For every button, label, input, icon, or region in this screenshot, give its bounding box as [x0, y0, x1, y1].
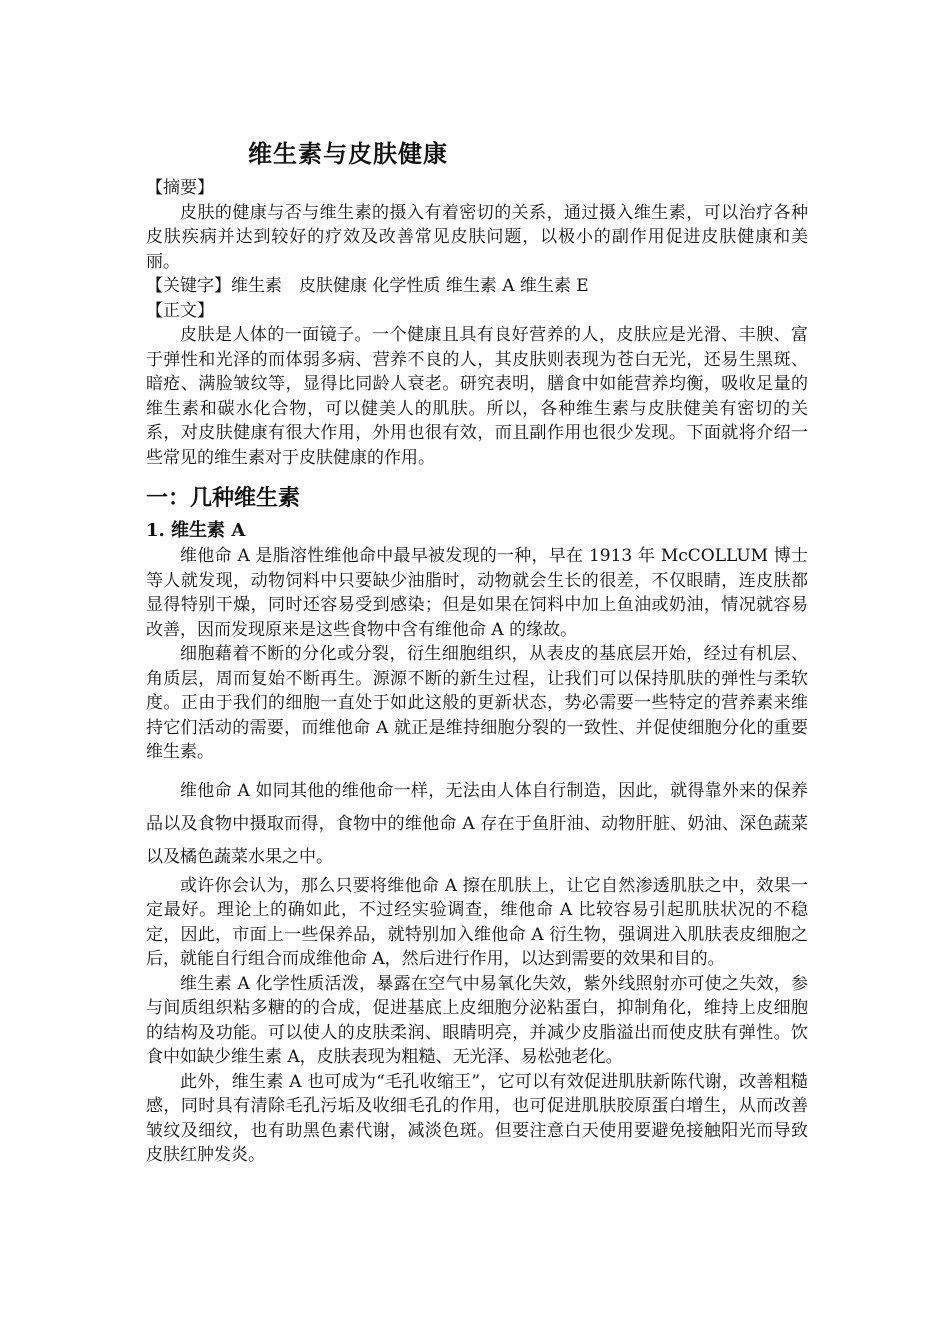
keywords-text: 维生素 皮肤健康 化学性质 维生素 A 维生素 E	[231, 276, 589, 296]
body-paragraph: 细胞藉着不断的分化或分裂，衍生细胞组织，从表皮的基底层开始，经过有机层、角质层，周而复始不断再生。源源不断的新生过程，让我们可以保持肌肤的弹性与柔软度。正由于我们的细胞一直处于如此这般的更新状态，势必需要一些特定的营养素来维持它们活动的需要，而维他命 A 就正是维持细胞分裂的一致性、并促使细胞分化的重要维生素。	[146, 644, 808, 762]
body-paragraph: 维生素 A 化学性质活泼，暴露在空气中易氧化失效，紫外线照射亦可使之失效，参与间质组织粘多糖的的合成，促进基底上皮细胞分泌粘蛋白，抑制角化，维持上皮细胞的结构及功能。可以使人的皮肤柔润、眼睛明亮，并减少皮脂溢出而使皮肤有弹性。饮食中如缺少维生素 A，皮肤表现为粗糙、无光泽、易松弛老化。	[146, 973, 808, 1067]
body-label: 【正文】	[146, 300, 214, 321]
keywords-label: 【关键字】	[146, 276, 231, 296]
subsection-heading: 1. 维生素 A	[146, 520, 246, 541]
body-paragraph: 维他命 A 是脂溶性维他命中最早被发现的一种，早在 1913 年 McCOLLUM 博士等人就发现，动物饲料中只要缺少油脂时，动物就会生长的很差，不仅眼睛，连皮肤都显得特别干燥，同时还容易受到感染；但是如果在饲料中加上鱼油或奶油，情况就容易改善，因而发现原来是这些食物中含有维他命 A 的缘故。	[146, 546, 808, 640]
body-paragraph: 此外，维生素 A 也可成为“毛孔收缩王”，它可以有效促进肌肤新陈代谢，改善粗糙感，同时具有清除毛孔污垢及收细毛孔的作用，也可促进肌肤胶原蛋白增生，从而改善皱纹及细纹，也有助黑色素代谢，减淡色斑。但要注意白天使用要避免接触阳光而导致皮肤红肿发炎。	[146, 1071, 808, 1165]
body-paragraph: 维他命 A 如同其他的维他命一样，无法由人体自行制造，因此，就得靠外来的保养品以及食物中摄取而得，食物中的维他命 A 存在于鱼肝油、动物肝脏、奶油、深色蔬菜以及橘色蔬菜水果之中。	[146, 780, 808, 867]
abstract-paragraph: 皮肤的健康与否与维生素的摄入有着密切的关系，通过摄入维生素，可以治疗各种皮肤疾病并达到较好的疗效及改善常见皮肤问题，以极小的副作用促进皮肤健康和美丽。	[146, 202, 808, 272]
body-paragraph: 或许你会认为，那么只要将维他命 A 擦在肌肤上，让它自然渗透肌肤之中，效果一定最好。理论上的确如此，不过经实验调查，维他命 A 比较容易引起肌肤状况的不稳定，因此，市面上一些保养品，就特别加入维他命 A 衍生物，强调进入肌肤表皮细胞之后，就能自行组合而成维他命 A，然后进行作用，以达到需要的效果和目的。	[146, 875, 808, 969]
keywords-line	[146, 274, 808, 299]
abstract-label: 【摘要】	[146, 178, 214, 198]
document-title: 维生素与皮肤健康	[248, 140, 448, 168]
section-heading: 一：几种维生素	[146, 486, 301, 511]
document-page	[146, 136, 808, 1168]
intro-paragraph: 皮肤是人体的一面镜子。一个健康且具有良好营养的人，皮肤应是光滑、丰腴、富于弹性和光泽的而体弱多病、营养不良的人，其皮肤则表现为苍白无光，还易生黑斑、暗疮、满脸皱纹等，显得比同龄人衰老。研究表明，膳食中如能营养均衡，吸收足量的维生素和碳水化合物，可以健美人的肌肤。所以，各种维生素与皮肤健美有密切的关系，对皮肤健康有很大作用，外用也很有效，而且副作用也很少发现。下面就将介绍一些常见的维生素对于皮肤健康的作用。	[146, 325, 808, 468]
